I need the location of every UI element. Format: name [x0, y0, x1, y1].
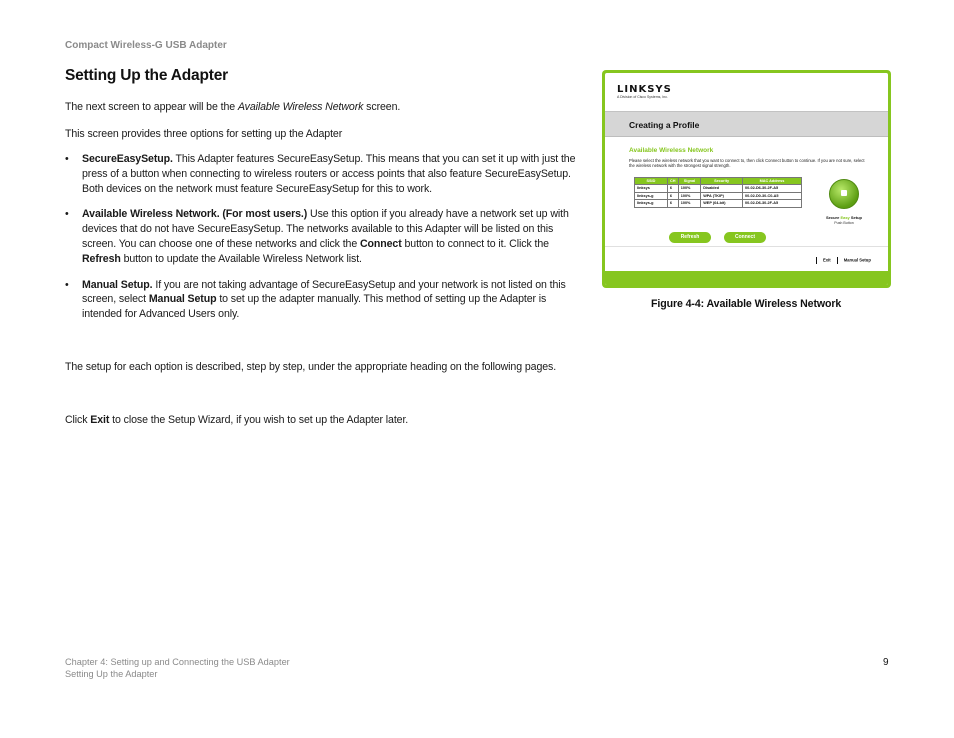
ses-label-part: Setup	[849, 215, 863, 220]
network-table	[634, 177, 802, 208]
divider	[837, 257, 838, 264]
table-cell: linksys-g	[635, 192, 668, 200]
wizard-step-title: Creating a Profile	[629, 120, 700, 130]
table-cell: Disabled	[701, 185, 743, 193]
screen-name: Available Wireless Network	[237, 101, 364, 113]
table-cell: 6	[667, 200, 678, 208]
exit-link[interactable]: Exit	[823, 257, 831, 263]
page-number: 9	[883, 657, 889, 668]
wizard-window	[605, 73, 888, 285]
table-header-row	[635, 178, 802, 185]
options-list	[65, 152, 585, 333]
bullet-marker: •	[65, 153, 69, 165]
figure-caption: Figure 4-4: Available Wireless Network	[651, 298, 842, 310]
figure-screenshot	[602, 70, 891, 288]
column-header: MAC Address	[742, 178, 801, 185]
divider	[816, 257, 817, 264]
list-item-text: to set up the adapter manually. This method of setting up the Adapter is intended for Advanced Users only.	[82, 293, 547, 321]
table-cell: WPA (TKIP)	[701, 192, 743, 200]
list-item-term: Available Wireless Network. (For most users.)	[82, 208, 308, 221]
ses-label	[816, 215, 872, 220]
table-cell: 6	[667, 185, 678, 193]
ses-label-easy: Easy	[840, 215, 850, 220]
lock-icon	[841, 190, 847, 196]
list-item-text: button to update the Available Wireless Network list.	[120, 252, 362, 265]
list-item-available-network	[65, 207, 585, 266]
list-item-term: SecureEasySetup.	[82, 153, 173, 165]
table-cell: 6	[667, 192, 678, 200]
bullet-marker: •	[65, 208, 69, 221]
column-header: Security	[701, 178, 743, 185]
bullet-marker: •	[65, 278, 69, 291]
exit-text-end: to close the Setup Wizard, if you wish to set up the Adapter later.	[109, 414, 409, 426]
list-item-manual-setup	[65, 278, 585, 322]
logo-subtitle: A Division of Cisco Systems, Inc.	[617, 95, 668, 99]
table-cell: 100%	[678, 192, 701, 200]
intro-paragraph	[65, 100, 585, 115]
table-cell: 100%	[678, 200, 701, 208]
wizard-subtitle: Available Wireless Network	[629, 147, 714, 154]
divider	[605, 246, 888, 247]
table-cell: 00-02-D6-30-2F-A5	[742, 200, 801, 208]
connect-term: Connect	[359, 237, 402, 250]
table-cell: 00-02-D6-30-2F-A5	[742, 185, 801, 193]
wizard-footer-links	[810, 257, 871, 264]
table-cell: linksys-g	[635, 200, 668, 208]
list-item-term: Manual Setup.	[82, 278, 153, 291]
table-cell: 00-02-D0-30-C0-A5	[742, 192, 801, 200]
list-item-text: This Adapter features SecureEasySetup. This means that you can set it up with just the press of a button when connecting to wireless routers or access points that also feature SecureEasySetup. Both devices on the network must feature SecureEasySetup for this to work.	[82, 153, 576, 195]
secure-easy-setup-button[interactable]	[829, 179, 859, 209]
table-cell: 100%	[678, 185, 701, 193]
table-row[interactable]	[635, 192, 802, 200]
options-paragraph: This screen provides three options for setting up the Adapter	[65, 128, 343, 140]
footer-chapter: Chapter 4: Setting up and Connecting the USB Adapter	[65, 657, 290, 667]
manual-setup-link[interactable]: Manual Setup	[843, 257, 871, 263]
list-item-text: Use this option if you already have a network set up with devices that do not have SecureEasySetup. The networks available to this Adapter will be listed on this screen. You can choose one of these networks and click the	[82, 208, 569, 250]
setup-description-paragraph: The setup for each option is described, step by step, under the appropriate heading on the following pages.	[65, 361, 557, 373]
table-row[interactable]	[635, 200, 802, 208]
table-row[interactable]	[635, 185, 802, 193]
table-cell: WEP (64-bit)	[701, 200, 743, 208]
exit-term: Exit	[90, 414, 110, 426]
intro-text-end: screen.	[363, 101, 401, 113]
ses-sublabel: Push Button	[834, 221, 854, 225]
table-cell: linksys	[635, 185, 668, 193]
list-item-text: If you are not taking advantage of SecureEasySetup and your network is not listed on this screen, select	[82, 278, 566, 306]
column-header: Signal	[678, 178, 701, 185]
intro-text: The next screen to appear will be the	[65, 101, 238, 113]
exit-text: Click	[65, 414, 91, 426]
running-header: Compact Wireless-G USB Adapter	[65, 40, 227, 51]
manual-setup-term: Manual Setup	[148, 293, 217, 306]
refresh-button[interactable]: Refresh	[669, 232, 711, 243]
ses-label-part: Secure	[825, 215, 841, 220]
page-title: Setting Up the Adapter	[65, 67, 228, 84]
footer-bar	[605, 271, 888, 285]
footer-section: Setting Up the Adapter	[65, 669, 158, 679]
exit-paragraph	[65, 413, 585, 428]
list-item-text: button to connect to it. Click the	[401, 237, 549, 250]
connect-button[interactable]: Connect	[724, 232, 766, 243]
linksys-logo: LINKSYS	[617, 84, 672, 95]
column-header: CH	[667, 178, 678, 185]
wizard-instructions: Please select the wireless network that you want to connect to, then click Connect button to continue. If you are not sure, select the wireless network with the strongest signal strength.	[629, 158, 865, 169]
column-header: SSID	[635, 178, 668, 185]
refresh-term: Refresh	[82, 252, 121, 265]
list-item-secureeasysetup	[65, 152, 585, 196]
